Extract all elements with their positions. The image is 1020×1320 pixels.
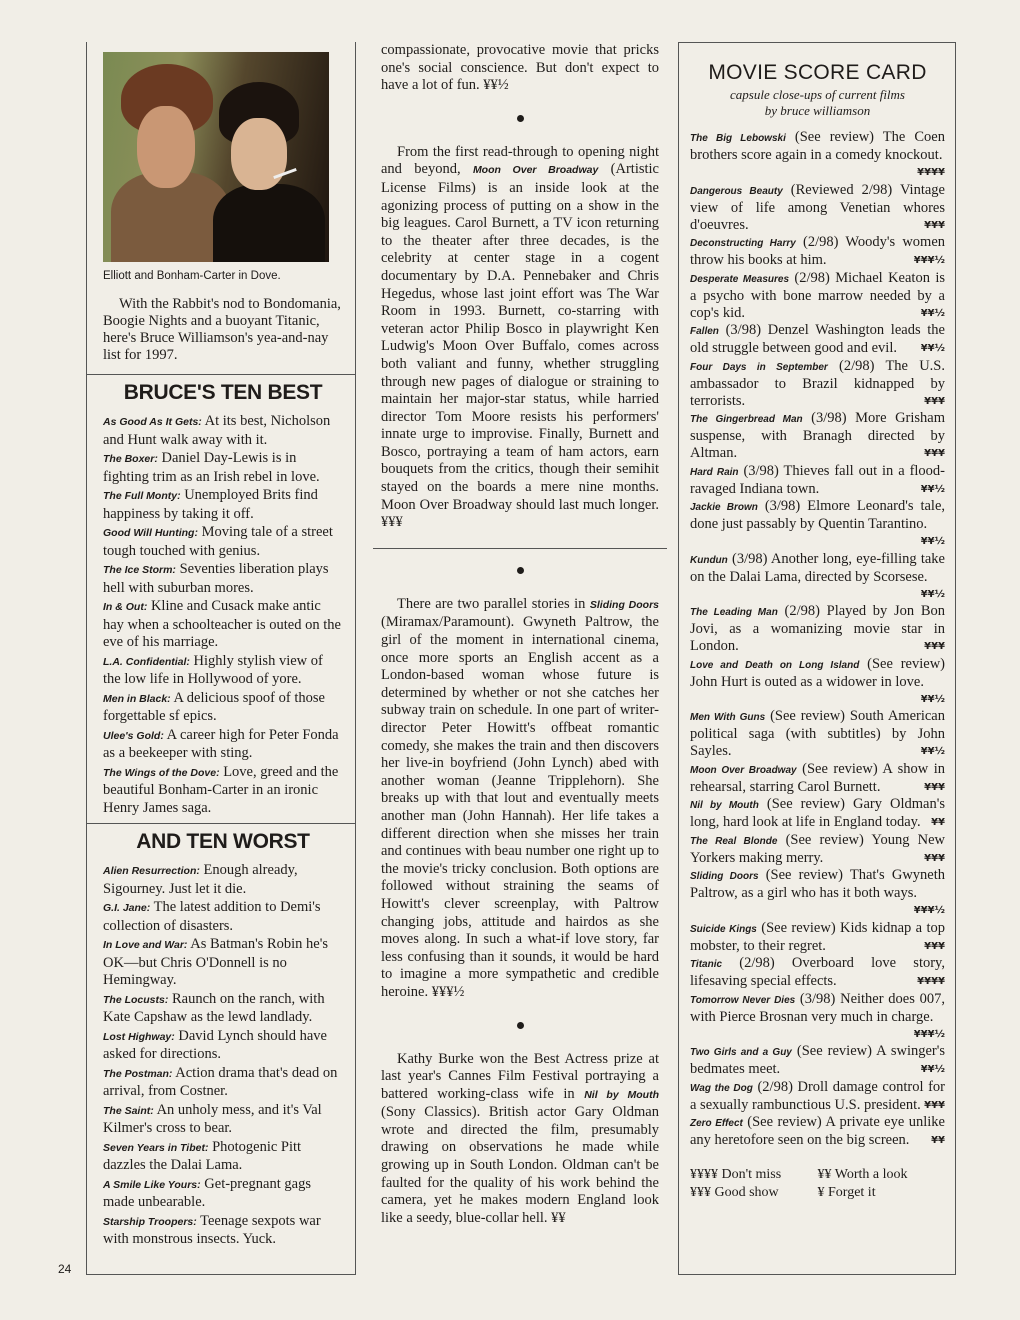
film-title: Dangerous Beauty (690, 185, 783, 197)
film-title: The Gingerbread Man (690, 414, 803, 425)
worst-list-item (103, 1028, 343, 1064)
film-blurb: Daniel Day-Lewis is in fighting trim as an Irish rebel in love. (103, 450, 320, 485)
article-paragraph: From the first read-through to opening night and beyond, Moon Over Broadway (Artistic License Films) is an inside look at the agonizing process of putting on a show in the big leagues. Carol Burnett, a TV icon returning to the theater after three decades, is the celebrity at center stage in a cogent documentary by D.A. Pennebaker and Chris Hegedus, whose last joint effort was The War Room in 1993. Burnett, co-starring with veteran actor Philip Bosco in playwright Ken Ludwig's Moon Over Buffalo, comes across both valiant and funny, whether struggling through new pages of dialogue or straining to maintain her major-star status, while harried director Tom Moore resists his performers' innate urge to improvise. Finally, Burnett and Bosco, portraying a team of ham actors, earn bouquets from the critics, though their semihit stayed on the boards a mere nine months. Moon Over Broadway should last much longer. ¥¥¥ (381, 143, 659, 531)
legend-item: ¥¥¥ Good show (690, 1185, 779, 1200)
rating-icons: ¥¥¥½ (913, 1028, 945, 1040)
film-title: Hard Rain (690, 466, 739, 478)
rating-icons: ¥¥¥¥ (917, 167, 945, 178)
score-card-entry (690, 322, 945, 357)
film-title: The Real Blonde (690, 835, 778, 847)
best-list-item (103, 764, 343, 818)
film-title: Good Will Hunting: (103, 527, 198, 539)
film-title: In Love and War: (103, 939, 188, 951)
film-title: The Locusts: (103, 993, 169, 1006)
worst-list-item (103, 936, 343, 990)
film-title: Men With Guns (690, 712, 766, 723)
article-paragraph: Kathy Burke won the Best Actress prize at last year's Cannes Film Festival portraying a battered working-class wife in Nil by Mouth (Sony Classics). British actor Gary Oldman wrote and directed the film, presumably drawing on observations he made while growing up in South London. Oldman can't be faulted for the quality of his work behind the camera, yet he makes modern England look like a seedy, blue-collar hell. ¥¥ (381, 1050, 659, 1226)
rating-icons: ¥¥ (931, 1135, 945, 1146)
rating-icons: ¥¥½ (920, 1064, 945, 1075)
film-title: Desperate Measures (690, 273, 790, 285)
score-card-box (678, 42, 956, 1275)
film-blurb: Teenage sexpots war with monstrous insects. Yuck. (103, 1212, 321, 1247)
film-title: Jackie Brown (690, 502, 758, 513)
rating-icons: ¥¥¥¥ (917, 976, 945, 987)
film-blurb: Seventies liberation plays hell with suburban mores. (103, 561, 329, 596)
film-blurb: (See review) A private eye unlike any heretofore seen on the big screen. (690, 1114, 945, 1148)
rating-icons: ¥¥ (931, 817, 945, 828)
film-blurb: (See review) South American political saga (with subtitles) by John Sayles. (690, 708, 945, 759)
rating-icons: ¥¥¥ (924, 852, 945, 864)
film-blurb: (2/98) The U.S. ambassador to Brazil kidnapped by terrorists. (690, 357, 945, 409)
film-title: Titanic (690, 959, 723, 970)
film-blurb: (2/98) Droll damage control for a sexually rambunctious U.S. president. (690, 1078, 945, 1113)
best-list-item (103, 487, 343, 523)
film-title: Tomorrow Never Dies (690, 994, 796, 1006)
best-list (103, 413, 343, 817)
film-title: L.A. Confidential: (103, 655, 190, 668)
rating-icons: ¥¥¥ (924, 781, 945, 793)
worst-list-item (103, 991, 343, 1027)
main-article (381, 42, 659, 1227)
rating-icons: ¥¥¥ (924, 940, 945, 952)
film-title: Sliding Doors (690, 871, 759, 882)
film-blurb: (3/98) More Grisham suspense, with Branagh directed by Altman. (690, 410, 946, 461)
best-list-item (103, 690, 343, 726)
film-title: Love and Death on Long Island (690, 659, 860, 671)
score-card-entry (690, 182, 945, 234)
film-title: Moon Over Broadway (472, 164, 599, 177)
worst-heading: AND TEN WORST (136, 830, 310, 853)
film-title: Four Days in September (690, 361, 828, 373)
film-title: The Leading Man (690, 607, 778, 618)
film-blurb: (See review) That's Gwyneth Paltrow, as a girl who has it both ways. (690, 867, 945, 901)
film-blurb: As Batman's Robin he's OK—but Chris O'Donnell is no Hemingway. (103, 936, 328, 988)
best-list-item (103, 727, 343, 763)
film-title: Deconstructing Harry (690, 238, 796, 249)
score-card-entry (690, 1079, 945, 1114)
rating-icons: ¥¥¥½ (913, 255, 945, 266)
film-blurb: (3/98) Neither does 007, with Pierce Brosnan very much in charge. (690, 990, 945, 1025)
score-card-entry (690, 551, 945, 603)
film-blurb: (See review) Young New Yorkers making merry. (690, 831, 945, 866)
film-blurb: Enough already, Sigourney. Just let it die. (103, 862, 298, 897)
film-blurb: Moving tale of a street tough touched with genius. (103, 524, 333, 559)
rating-legend (690, 1167, 945, 1201)
film-title: The Full Monty: (103, 490, 181, 502)
film-title: Nil by Mouth (584, 1088, 659, 1101)
best-list-item (103, 653, 343, 689)
worst-list-item (103, 899, 343, 935)
film-blurb: (3/98) Elmore Leonard's tale, done just passably by Quentin Tarantino. (690, 498, 945, 532)
rating-icons: ¥¥¥½ (913, 905, 945, 916)
film-title: A Smile Like Yours: (103, 1178, 201, 1191)
film-title: Alien Resurrection: (103, 865, 200, 877)
score-card-subtitle: capsule close-ups of current films by bruce williamson (730, 87, 905, 118)
film-title: The Wings of the Dove: (103, 766, 220, 779)
worst-list-item (103, 1176, 343, 1212)
bullet-separator (517, 1022, 524, 1029)
film-blurb: (2/98) Overboard love story, lifesaving special effects. (690, 955, 945, 989)
film-title: The Saint: (103, 1104, 154, 1117)
article-paragraph: There are two parallel stories in Sliding Doors (Miramax/Paramount). Gwyneth Paltrow, the girl of the moment in international cinema, once more sports an English accent as a London-based woman whose future is determined by whether or not she catches her subway train on schedule. In one part of writer-director Peter Howitt's offbeat romantic comedy, she makes the train and then discovers her live-in boyfriend (John Lynch) abed with another woman (Jeanne Tripplehorn). She breaks up with that lout and eventually meets another man (John Hannah). Her life takes a different direction when she misses her train and continues with beau number one right up to the movie's tricky conclusion. Both options are followed without straining the seams of Howitt's clever screenplay, with Paltrow changing jobs, attitude and hairdos as she moves along. In such a what-if love story, far less confusing than it sounds, it would be hard to imagine a more sympathetic and credible heroine. ¥¥¥½ (381, 595, 659, 1000)
score-card-entry (690, 410, 945, 462)
legend-item: ¥ Forget it (817, 1185, 876, 1200)
film-blurb: Action drama that's dead on arrival, from Costner. (103, 1064, 338, 1099)
film-blurb: Kline and Cusack make antic hay when a schoolteacher is outed on the eve of his marriage. (103, 598, 341, 650)
worst-list-item (103, 1102, 343, 1138)
film-blurb: (See review) Kids kidnap a top mobster, to their regret. (690, 919, 945, 954)
rating-icons: ¥¥¥ (924, 395, 945, 407)
film-blurb: At its best, Nicholson and Hunt walk away with it. (103, 413, 331, 448)
film-title: Zero Effect (690, 1118, 743, 1129)
legend-item: ¥¥ Worth a look (817, 1167, 908, 1182)
score-card-entry (690, 603, 945, 655)
score-card-entry (690, 955, 945, 990)
score-card-entry (690, 498, 945, 550)
film-blurb: (See review) A show in rehearsal, starring Carol Burnett. (690, 760, 945, 795)
film-blurb: Raunch on the ranch, with Kate Capshaw as the lewd landlady. (103, 990, 325, 1025)
score-card-entry (690, 1043, 945, 1078)
page-number: 24 (58, 1262, 72, 1276)
score-card-entry (690, 867, 945, 919)
film-blurb: The latest addition to Demi's collection of disasters. (103, 899, 321, 934)
divider (87, 823, 355, 824)
photo-caption: Elliott and Bonham-Carter in Dove. (103, 270, 281, 282)
rating-icons: ¥¥¥ (924, 1099, 945, 1111)
score-card-entry (690, 234, 945, 269)
score-card-entry (690, 832, 945, 867)
rating-icons: ¥¥¥ (924, 641, 945, 652)
film-title: Nil by Mouth (690, 800, 759, 811)
score-card-entry (690, 991, 945, 1043)
left-sidebar (86, 42, 356, 1275)
bullet-separator (517, 115, 524, 122)
film-blurb: A career high for Peter Fonda as a beekeeper with sting. (103, 726, 339, 761)
rating-icons: ¥¥½ (920, 483, 945, 495)
film-title: Starship Troopers: (103, 1215, 197, 1228)
best-list-item (103, 524, 343, 560)
score-card-entry (690, 920, 945, 955)
film-blurb: Get-pregnant gags made unbearable. (103, 1175, 311, 1210)
film-title: Wag the Dog (690, 1082, 753, 1094)
film-title: Ulee's Gold: (103, 729, 164, 742)
film-blurb: Highly stylish view of the low life in Hollywood of yore. (103, 652, 323, 687)
film-title: The Ice Storm: (103, 564, 176, 576)
worst-list-item (103, 1139, 343, 1175)
film-blurb: (Reviewed 2/98) Vintage view of life among Venetian whores d'oeuvres. (690, 181, 945, 233)
article-paragraph: compassionate, provocative movie that pricks one's social conscience. But don't expect to have a lot of fun. ¥¥½ (381, 42, 659, 94)
worst-list-item (103, 862, 343, 898)
film-title: The Postman: (103, 1067, 173, 1080)
film-title: Kundun (690, 554, 728, 566)
film-title: Sliding Doors (589, 598, 659, 611)
film-blurb: Photogenic Pitt dazzles the Dalai Lama. (103, 1138, 302, 1173)
legend-item: ¥¥¥¥ Don't miss (690, 1167, 782, 1182)
score-card-entry (690, 1114, 945, 1149)
score-card-entry (690, 708, 945, 760)
worst-list-item (103, 1213, 343, 1249)
film-blurb: (3/98) Another long, eye-filling take on the Dalai Lama, directed by Scorsese. (690, 550, 945, 585)
rating-icons: ¥¥½ (920, 693, 945, 705)
film-blurb: (2/98) Michael Keaton is a psycho with bone marrow needed by a cop's kid. (690, 269, 945, 321)
rating-icons: ¥¥½ (920, 343, 945, 354)
score-card-entry (690, 129, 945, 181)
rating-icons: ¥¥¥ (924, 219, 945, 231)
film-blurb: (See review) John Hurt is outed as a widower in love. (690, 655, 945, 690)
film-still-photo (103, 52, 329, 262)
film-title: Fallen (690, 326, 719, 337)
intro-text: With the Rabbit's nod to Bondomania, Boogie Nights and a buoyant Titanic, here's Bruce Williamson's yea-and-nay list for 1997. (103, 296, 341, 363)
film-blurb: David Lynch should have asked for directions. (103, 1027, 327, 1062)
film-blurb: Unemployed Brits find happiness by taking it off. (103, 487, 318, 522)
worst-list (103, 862, 343, 1249)
worst-list-item (103, 1065, 343, 1101)
film-blurb: (2/98) Played by Jon Bon Jovi, as a womanizing movie star in London. (690, 603, 945, 654)
best-list-item (103, 450, 343, 486)
film-blurb: Love, greed and the beautiful Bonham-Carter in an ironic Henry James saga. (103, 763, 339, 816)
score-card-entry (690, 270, 945, 322)
divider (87, 374, 355, 375)
best-list-item (103, 413, 343, 449)
divider (373, 548, 667, 549)
film-blurb: (3/98) Thieves fall out in a flood-ravaged Indiana town. (690, 462, 946, 497)
film-blurb: An unholy mess, and it's Val Kilmer's cross to bear. (103, 1101, 322, 1136)
film-title: As Good As It Gets: (103, 416, 202, 428)
film-blurb: (See review) Gary Oldman's long, hard look at life in England today. (690, 796, 945, 830)
best-list-item (103, 561, 343, 597)
rating-icons: ¥¥½ (920, 588, 945, 600)
score-card-title: MOVIE SCORE CARD (708, 61, 927, 84)
film-title: Suicide Kings (690, 923, 757, 935)
score-card-entry (690, 761, 945, 796)
score-card-entry (690, 358, 945, 410)
rating-icons: ¥¥½ (920, 307, 945, 319)
rating-icons: ¥¥½ (920, 746, 945, 757)
film-title: The Big Lebowski (690, 133, 786, 144)
rating-icons: ¥¥¥ (924, 448, 945, 459)
best-heading: BRUCE'S TEN BEST (123, 381, 323, 404)
film-title: G.I. Jane: (103, 902, 151, 914)
film-blurb: (3/98) Denzel Washington leads the old struggle between good and evil. (690, 322, 945, 356)
film-blurb: (See review) A swinger's bedmates meet. (690, 1043, 945, 1077)
score-card-list (690, 129, 945, 1149)
score-card-entry (690, 463, 945, 498)
film-blurb: (See review) The Coen brothers score again in a comedy knockout. (690, 129, 945, 163)
film-title: The Boxer: (103, 453, 158, 465)
score-card-entry (690, 796, 945, 831)
best-list-item (103, 598, 343, 652)
rating-icons: ¥¥½ (920, 536, 945, 547)
film-title: In & Out: (103, 601, 148, 613)
bullet-separator (517, 567, 524, 574)
score-card-entry (690, 656, 945, 708)
film-title: Men in Black: (103, 692, 171, 705)
film-title: Seven Years in Tibet: (103, 1141, 209, 1154)
film-title: Two Girls and a Guy (690, 1047, 792, 1058)
film-title: Moon Over Broadway (690, 764, 797, 776)
film-title: Lost Highway: (103, 1030, 175, 1043)
film-blurb: (2/98) Woody's women throw his books at him. (690, 234, 946, 268)
film-blurb: A delicious spoof of those forgettable sf epics. (103, 689, 325, 724)
